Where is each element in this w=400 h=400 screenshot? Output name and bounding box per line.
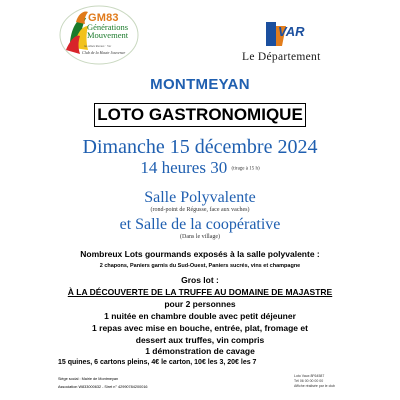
footer-line: Siège social : Mairie de Montmeyan xyxy=(58,377,119,381)
event-title: LOTO GASTRONOMIQUE xyxy=(94,103,306,127)
footer-line: Tél 06 00 00 00 00 xyxy=(294,379,324,383)
event-date: Dimanche 15 décembre 2024 xyxy=(82,136,318,158)
lots-list: 2 chapons, Paniers garnis du Sud-Ouest, Paniers sucrés, vins et champagne xyxy=(99,263,301,269)
var-departement-logo xyxy=(238,22,328,70)
prize-detail: 1 démonstration de cavage xyxy=(145,346,255,356)
town-name: MONTMEYAN xyxy=(150,76,250,93)
footer-left xyxy=(58,375,148,391)
price-info: 15 quines, 6 cartons pleins, 4€ le carton, 10€ les 3, 20€ les 7 xyxy=(58,359,257,366)
generations-mouvement-logo xyxy=(58,4,140,66)
footer-line: Association W833000632 - Siret n° 42990784200016 xyxy=(58,385,148,389)
main-prize: À LA DÉCOUVERTE DE LA TRUFFE AU DOMAINE DE MAJASTRE xyxy=(67,287,333,297)
lots-heading: Nombreux Lots gourmands exposés à la salle polyvalente : xyxy=(80,249,320,259)
event-time: 14 heures 30 xyxy=(140,158,228,177)
prize-detail: 1 repas avec mise en bouche, entrée, plat, fromage et xyxy=(92,323,308,333)
venue-name: et Salle de la coopérative xyxy=(119,216,281,233)
footer-line: Affiche réalisée par le club xyxy=(294,384,335,388)
gm83-name: GM83 xyxy=(88,12,119,24)
gm-line2: Mouvement xyxy=(87,30,129,40)
departement-label: Le Département xyxy=(242,51,321,63)
var-word: VAR xyxy=(278,24,305,39)
venue-name: Salle Polyvalente xyxy=(144,189,256,206)
venue-note: (rond-point de Régusse, face aux vaches) xyxy=(150,207,250,213)
footer-right xyxy=(294,374,335,389)
footer-line: Loto Vaux 8F64587 xyxy=(294,374,325,378)
gros-lot-label: Gros lot : xyxy=(181,275,219,285)
event-time-note: (tirage à 15 h) xyxy=(231,166,260,172)
prize-detail: pour 2 personnes xyxy=(164,299,236,309)
venue-note: (Dans le village) xyxy=(180,234,220,240)
gm-club-name: Club de la Haute Jouvence xyxy=(82,50,126,55)
prize-detail: 1 nuitée en chambre double avec petit déjeuner xyxy=(104,311,296,321)
prize-detail: dessert aux truffes, vin compris xyxy=(135,335,265,345)
event-time-line xyxy=(0,158,400,178)
gm-tiny-text: les Aînés Ruraux · Var xyxy=(84,44,112,48)
gm-line1: Générations xyxy=(87,22,129,32)
